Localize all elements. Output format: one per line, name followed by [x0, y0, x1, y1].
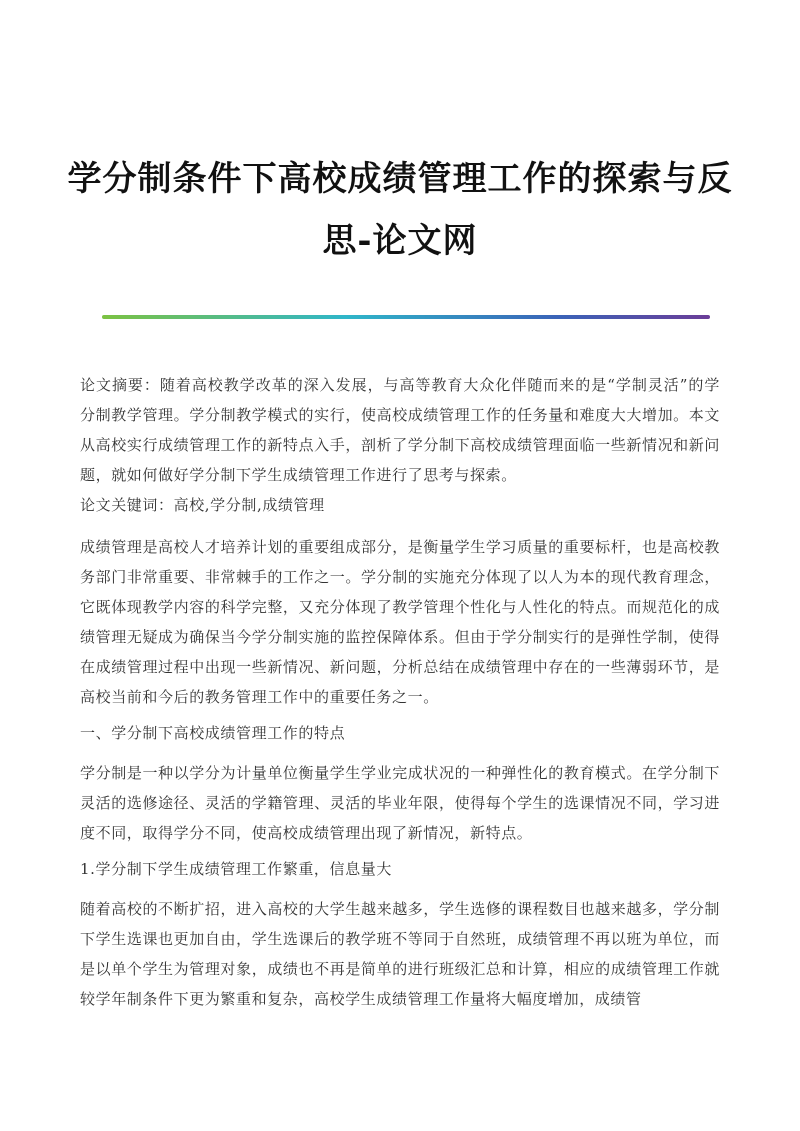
section-1-paragraph: 学分制是一种以学分为计量单位衡量学生学业完成状况的一种弹性化的教育模式。在学分制下灵活的选修途径、灵活的学籍管理、灵活的毕业年限，使得每个学生的选课情况不同，学习进度不同，取得学分不同，使高校成绩管理出现了新情况，新特点。	[80, 764, 720, 842]
intro-paragraph: 成绩管理是高校人才培养计划的重要组成部分，是衡量学生学习质量的重要标杆，也是高校教务部门非常重要、非常棘手的工作之一。学分制的实施充分体现了以人为本的现代教育理念，它既体现教学内容的科学完整，又充分体现了教学管理个性化与人性化的特点。而规范化的成绩管理无疑成为确保当今学分制实施的监控保障体系。但由于学分制实行的是弹性学制，使得在成绩管理过程中出现一些新情况、新问题，分析总结在成绩管理中存在的一些薄弱环节，是高校当前和今后的教务管理工作中的重要任务之一。	[80, 538, 720, 706]
title-line-2: 思-论文网	[322, 221, 478, 261]
subsection-1-paragraph: 随着高校的不断扩招，进入高校的大学生越来越多，学生选修的课程数目也越来越多，学分制下学生选课也更加自由，学生选课后的教学班不等同于自然班，成绩管理不再以班为单位，而是以单个学生为管理对象，成绩也不再是简单的进行班级汇总和计算，相应的成绩管理工作就较学年制条件下更为繁重和复杂，高校学生成绩管理工作量将大幅度增加，成绩管	[80, 900, 720, 1008]
abstract-paragraph: 论文摘要：随着高校教学改革的深入发展，与高等教育大众化伴随而来的是“学制灵活”的学分制教学管理。学分制教学模式的实行，使高校成绩管理工作的任务量和难度大大增加。本文从高校实行成绩管理工作的新特点入手，剖析了学分制下高校成绩管理面临一些新情况和新问题，就如何做好学分制下学生成绩管理工作进行了思考与探索。	[80, 376, 720, 484]
subsection-1-heading: 1.学分制下学生成绩管理工作繁重，信息量大	[80, 860, 392, 878]
section-1-heading: 一、学分制下高校成绩管理工作的特点	[80, 724, 346, 742]
title-line-1: 学分制条件下高校成绩管理工作的探索与反	[67, 159, 733, 199]
document-body	[80, 370, 720, 1014]
keywords-line: 论文关键词：高校,学分制,成绩管理	[80, 496, 325, 514]
title-divider	[102, 315, 710, 319]
document-title	[60, 148, 740, 272]
